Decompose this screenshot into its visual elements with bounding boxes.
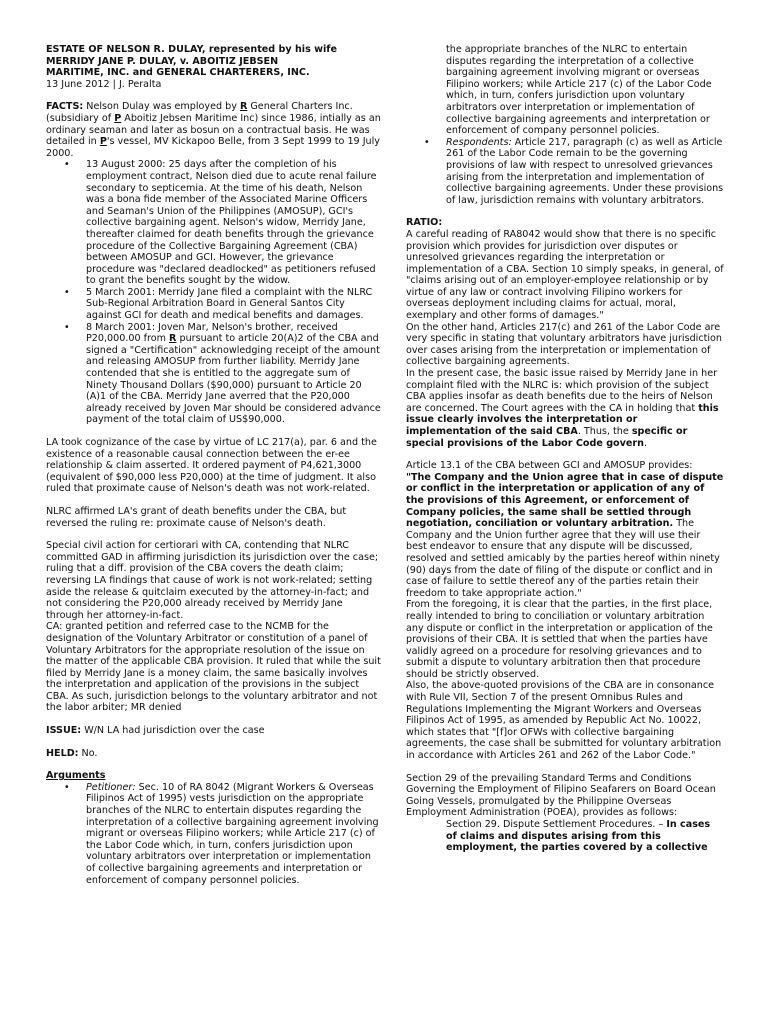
petitioner-abbrev: P [99, 136, 107, 148]
facts-list [46, 159, 383, 426]
held-paragraph: HELD: No. [46, 747, 98, 759]
arguments-list-continued [406, 137, 724, 207]
cba-article-intro: Article 13.1 of the CBA between GCI and AMOSUP provides: [406, 460, 693, 472]
ratio-paragraph-4: From the foregoing, it is clear that the parties, in the first place, really intended to bring to conciliation or voluntary arbitration any dispute or conflict in the interpretation or application of the provisions of their CBA. It is settled that when the parties have validly agreed on a procedure for resolving grievances and to submit a dispute to voluntary arbitration then that procedure should be strictly observed. [406, 599, 713, 680]
ratio-label: RATIO: [406, 217, 443, 229]
petitioner-argument-continued: the appropriate branches of the NLRC to entertain disputes regarding the interpretation of a collective bargaining agreement involving migrant or overseas Filipino workers; while Article 217 (c) of the Labor Code which, in turn, confers jurisdiction upon voluntary arbitrators over interpretation or implementation of collective bargaining agreements and interpretation or enforcement of company personnel policies. [446, 44, 712, 137]
list-item [446, 137, 724, 207]
la-paragraph: LA took cognizance of the case by virtue of LC 217(a), par. 6 and the existence of a reasonable causal connection between the er-ee relationship & claim asserted. It ordered payment of P4,621,3000 (equivalent of $90,000 less P20,000) at the time of judgment. It also ruled that proximate cause of Nelson's death was not work-related. [46, 437, 377, 495]
list-item [86, 782, 383, 886]
ratio-paragraph-2: On the other hand, Articles 217(c) and 261 of the Labor Code are very specific in stating that voluntary arbitrators have jurisdiction over cases arising from the interpretation or implementation of collective bargaining agreements. [406, 321, 722, 368]
ca-paragraph: CA: granted petition and referred case to the NCMB for the designation of the Voluntary Arbitrator or constitution of a panel of Voluntary Arbitrators for the appropriate resolution of the issue on the matter of the applicable CBA provision. It ruled that while the suit filed by Merridy Jane is a money claim, the same basically involves the interpretation and application of the provisions in the subject CBA. As such, jurisdiction belongs to the voluntary arbitrator and not the labor arbiter; MR denied [46, 621, 381, 714]
petitioner-label: Petitioner: [86, 781, 136, 793]
respondent-abbrev: R [239, 101, 248, 113]
respondent-abbrev: R [169, 333, 177, 345]
list-item: • 13 August 2000: 25 days after the completion of his employment contract, Nelson died due to acute renal failure secondary to septicemia. At the time of his death, Nelson was a bona fide member of the Associated Marine Officers and Seaman's Union of the Philippines (AMOSUP), GCI's collective bargaining agent. Nelson's widow, Merridy Jane, thereafter claimed for death benefits through the grievance procedure of the Collective Bargaining Agreement (CBA) between AMOSUP and GCI. However, the grievance procedure was "declared deadlocked" as petitioners refused to grant the benefits sought by the widow. [86, 159, 383, 287]
case-title-line-1: ESTATE OF NELSON R. DULAY, represented by his wife [46, 44, 337, 55]
petitioner-abbrev: P [114, 112, 122, 124]
cba-article-quote: "The Company and the Union agree that in case of dispute or conflict in the interpretation or application of any of the provisions of this Agreement, or enforcement of Company policies, the same shall be settled through negotiation, conciliation or voluntary arbitration. The Company and the Union further agree that they will use their best endeavor to ensure that any dispute will be discussed, resolved and settled amicably by the parties hereof within ninety (90) days from the date of filing of the dispute or conflict and in case of failure to settle thereof any of the parties retain their freedom to take appropriate action." [406, 471, 724, 599]
issue-paragraph: ISSUE: W/N LA had jurisdiction over the case [46, 725, 265, 737]
case-title-line-2: MERRIDY JANE P. DULAY, v. ABOITIZ JEBSEN [46, 55, 279, 67]
poea-section-paragraph: Section 29 of the prevailing Standard Terms and Conditions Governing the Employment of Filipino Seafarers on Board Ocean Going Vessels, promulgated by the Philippine Overseas Employment Administration (POEA), provides as follows: [406, 772, 716, 819]
list-item: • 8 March 2001: Joven Mar, Nelson's brother, received P20,000.00 from R pursuant to article 20(A)2 of the CBA and signed a "Certification" acknowledging receipt of the amount and releasing AMOSUP from further liability. Merridy Jane contended that she is entitled to the aggregate sum of Ninety Thousand Dollars ($90,000) pursuant to Article 20 (A)1 of the CBA. Merridy Jane averred that the P20,000 already received by Joven Mar should be considered advance payment of the total claim of US$90,000. [86, 322, 383, 426]
arguments-continuation [406, 44, 724, 137]
right-column [406, 44, 724, 854]
arguments-heading: Arguments [46, 770, 106, 782]
certiorari-paragraph: Special civil action for certiorari with CA, contending that NLRC committed GAD in affirming jurisdiction its jurisdiction over the case; ruling that a diff. provision of the CBA covers the death claim; reversing LA findings that cause of work is not work-related; setting aside the release & quitclaim executed by the attorney-in-fact; and not considering the P20,000 already received by Merridy Jane through her attorney-in-fact. [46, 540, 379, 621]
ratio-paragraph-5: Also, the above-quoted provisions of the CBA are in consonance with Rule VII, Section 7 of the present Omnibus Rules and Regulations Implementing the Migrant Workers and Overseas Filipinos Act of 1995, as amended by Republic Act No. 10022, which states that "[f]or OFWs with collective bargaining agreements, the case shall be submitted for voluntary arbitration in accordance with Articles 261 and 262 of the Labor Code." [406, 680, 722, 762]
case-title [46, 44, 383, 79]
list-item: • 5 March 2001: Merridy Jane filed a complaint with the NLRC Sub-Regional Arbitration Board in General Santos City against GCI for death and medical benefits and damages. [86, 287, 383, 322]
held-label: HELD: [46, 747, 79, 759]
petitioner-argument: Sec. 10 of RA 8042 (Migrant Workers & Overseas Filipinos Act of 1995) vests jurisdiction on the appropriate branches of the NLRC to entertain disputes regarding the interpretation of a collective bargaining agreement involving migrant or overseas Filipino workers; while Article 217 (c) of the Labor Code which, in turn, confers jurisdiction upon voluntary arbitrators over interpretation or implementation of collective bargaining agreements and interpretation or enforcement of company personnel policies. [86, 781, 379, 886]
facts-label: FACTS: [46, 101, 84, 113]
ratio-paragraph-3: In the present case, the basic issue raised by Merridy Jane in her complaint filed with the NLRC is: which provision of the subject CBA applies insofar as death benefits due to the heirs of Nelson are concerned. The Court agrees with the CA in holding that this issue clearly involves the interpretation or implementation of the said CBA. Thus, the specific or special provisions of the Labor Code govern. [406, 368, 719, 449]
nlrc-paragraph: NLRC affirmed LA's grant of death benefits under the CBA, but reversed the ruling re: proximate cause of Nelson's death. [46, 505, 347, 529]
respondents-label: Respondents: [446, 136, 512, 148]
poea-section-quote: Section 29. Dispute Settlement Procedures. – In cases of claims and disputes arising from this employment, the parties covered by a collective [446, 819, 711, 854]
respondents-argument: Article 217, paragraph (c) as well as Article 261 of the Labor Code remain to be the governing provisions of law with respect to unresolved grievances arising from the interpretation and implementation of collective bargaining agreements. Under these provisions of law, jurisdiction remains with voluntary arbitrators. [446, 136, 724, 206]
arguments-list [46, 782, 383, 886]
left-column [46, 44, 383, 886]
facts-intro: FACTS: Nelson Dulay was employed by R General Charters Inc. (subsidiary of P Aboitiz Jebsen Maritime Inc) since 1986, intially as an ordinary seaman and later as bosun on a contractual basis. He was detailed in P's vessel, MV Kickapoo Belle, from 3 Sept 1999 to 19 July 2000. [46, 101, 381, 159]
case-date-line: 13 June 2012 | J. Peralta [46, 78, 162, 90]
issue-label: ISSUE: [46, 725, 82, 737]
ratio-paragraph-1: A careful reading of RA8042 would show that there is no specific provision which provides for jurisdiction over disputes or unresolved grievances regarding the interpretation or implementation of a CBA. Section 10 simply speaks, in general, of "claims arising out of an employer-employee relationship or by virtue of any law or contract involving Filipino workers for overseas deployment including claims for actual, moral, exemplary and other forms of damages." [406, 228, 724, 322]
case-title-line-3: MARITIME, INC. and GENERAL CHARTERERS, INC. [46, 67, 310, 79]
